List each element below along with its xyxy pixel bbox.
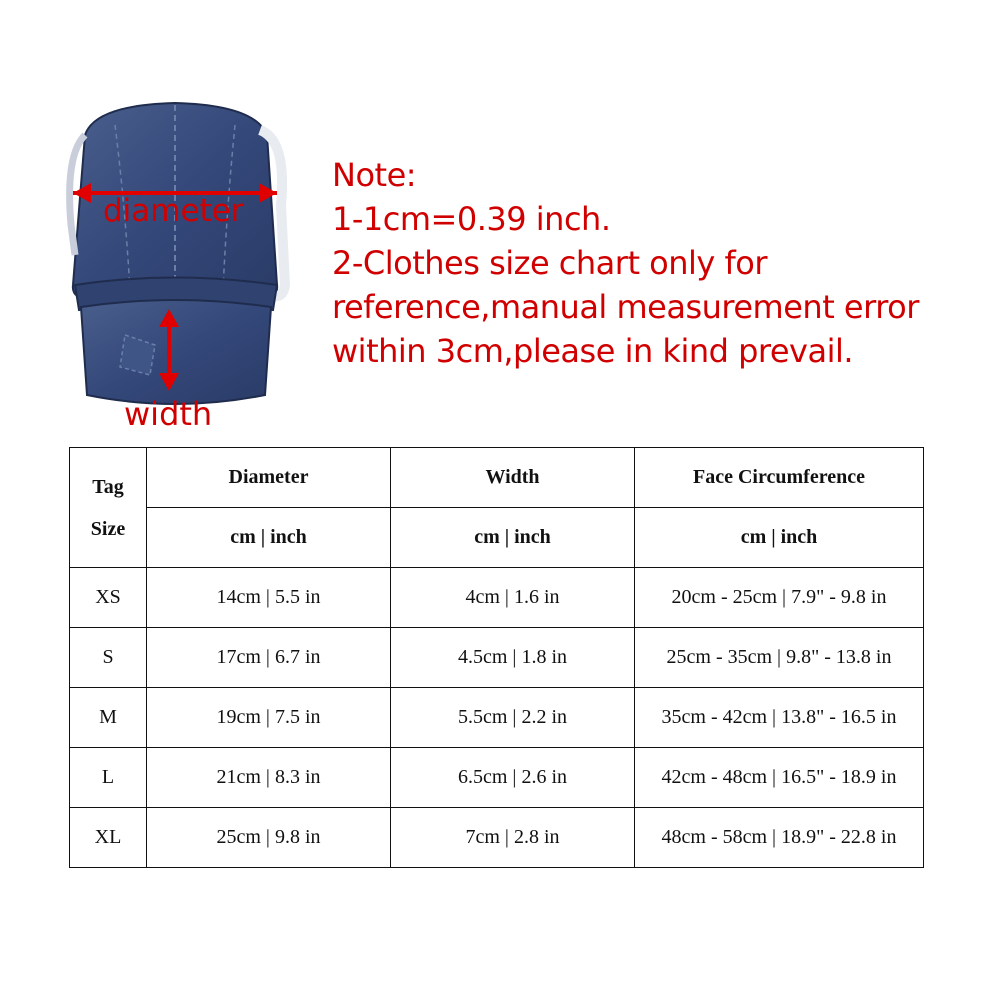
hat-illustration <box>55 95 295 440</box>
diameter-cell: 17cm | 6.7 in <box>147 628 391 688</box>
column-header-diameter: Diameter <box>147 448 391 508</box>
face-cell: 25cm - 35cm | 9.8" - 13.8 in <box>635 628 924 688</box>
column-header-face-circumference: Face Circumference <box>635 448 924 508</box>
note-line-4: within 3cm,please in kind prevail. <box>332 332 854 370</box>
unit-header-diameter: cm | inch <box>147 508 391 568</box>
width-cell: 4.5cm | 1.8 in <box>391 628 635 688</box>
table-row <box>70 688 924 748</box>
unit-header-face: cm | inch <box>635 508 924 568</box>
note-line-1: 1-1cm=0.39 inch. <box>332 200 611 238</box>
width-cell: 7cm | 2.8 in <box>391 808 635 868</box>
size-cell: S <box>70 628 147 688</box>
size-cell: L <box>70 748 147 808</box>
size-cell: XS <box>70 568 147 628</box>
diameter-label: diameter <box>103 193 244 229</box>
table-row <box>70 628 924 688</box>
unit-header-width: cm | inch <box>391 508 635 568</box>
tag-header-line-2: Size <box>90 517 126 540</box>
size-cell: M <box>70 688 147 748</box>
table-header-row <box>70 448 924 508</box>
denim-cap-image <box>55 95 295 440</box>
diameter-cell: 19cm | 7.5 in <box>147 688 391 748</box>
width-cell: 5.5cm | 2.2 in <box>391 688 635 748</box>
face-cell: 48cm - 58cm | 18.9" - 22.8 in <box>635 808 924 868</box>
table-row <box>70 568 924 628</box>
width-cell: 6.5cm | 2.6 in <box>391 748 635 808</box>
column-header-width: Width <box>391 448 635 508</box>
face-cell: 35cm - 42cm | 13.8" - 16.5 in <box>635 688 924 748</box>
size-note <box>332 153 919 373</box>
size-cell: XL <box>70 808 147 868</box>
size-chart-table <box>69 447 924 868</box>
note-title: Note: <box>332 156 417 194</box>
diameter-cell: 21cm | 8.3 in <box>147 748 391 808</box>
diameter-cell: 25cm | 9.8 in <box>147 808 391 868</box>
diameter-cell: 14cm | 5.5 in <box>147 568 391 628</box>
face-cell: 20cm - 25cm | 7.9" - 9.8 in <box>635 568 924 628</box>
note-line-2: 2-Clothes size chart only for <box>332 244 768 282</box>
width-label: width <box>124 395 213 433</box>
note-line-3: reference,manual measurement error <box>332 288 919 326</box>
face-cell: 42cm - 48cm | 16.5" - 18.9 in <box>635 748 924 808</box>
table-row <box>70 808 924 868</box>
tag-size-header <box>70 448 147 568</box>
table-row <box>70 748 924 808</box>
width-cell: 4cm | 1.6 in <box>391 568 635 628</box>
table-units-row <box>70 508 924 568</box>
tag-header-line-1: Tag <box>92 475 124 498</box>
